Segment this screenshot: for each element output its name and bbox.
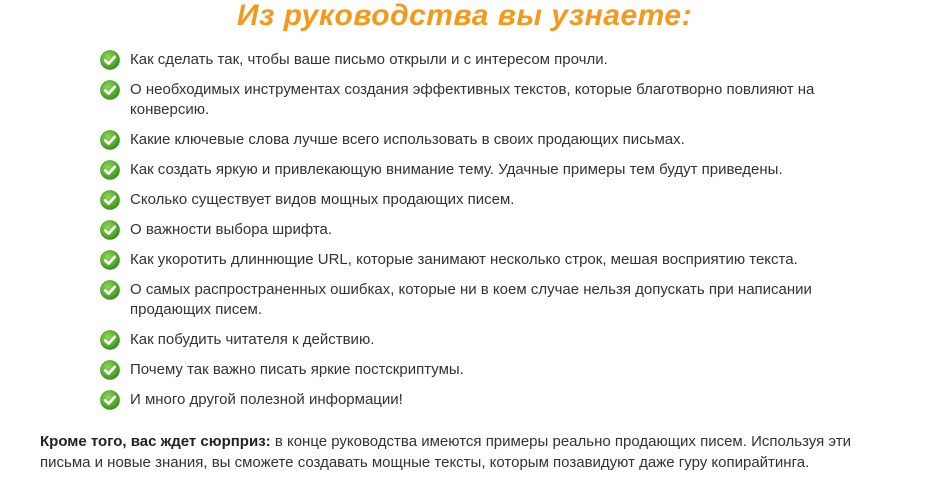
benefit-text: И много другой полезной информации! [130,391,403,408]
check-circle-icon [100,190,120,210]
benefit-item [100,330,860,350]
benefit-item [100,220,860,240]
check-circle-icon [100,360,120,380]
benefit-item [100,80,860,120]
benefit-item [100,390,860,410]
benefit-text: Как создать яркую и привлекающую внимание тему. Удачные примеры тем будут приведены. [130,161,783,178]
benefit-text: Сколько существует видов мощных продающих писем. [130,191,515,208]
benefit-item [100,160,860,180]
benefit-text: Почему так важно писать яркие постскриптумы. [130,361,464,378]
benefits-list [100,50,860,420]
surprise-paragraph [40,431,900,473]
check-circle-icon [100,330,120,350]
benefit-item [100,130,860,150]
check-circle-icon [100,80,120,100]
benefit-item [100,50,860,70]
benefit-text: О самых распространенных ошибках, которые ни в коем случае нельзя допускать при написании продающих писем. [130,281,812,318]
benefit-item [100,360,860,380]
page-title: Из руководства вы узнаете: [236,0,693,32]
check-circle-icon [100,50,120,70]
check-circle-icon [100,250,120,270]
check-circle-icon [100,390,120,410]
check-circle-icon [100,130,120,150]
check-circle-icon [100,220,120,240]
benefit-text: Как сделать так, чтобы ваше письмо открыли и с интересом прочли. [130,51,608,68]
benefit-item [100,250,860,270]
benefit-text: О важности выбора шрифта. [130,221,333,238]
benefit-item [100,280,860,320]
surprise-text: в конце руководства имеются примеры реально продающих писем. Используя эти письма и новые знания, вы сможете создавать мощные тексты, которым позавидуют даже гуру копирайтинга. [40,433,851,471]
benefit-text: О необходимых инструментах создания эффективных текстов, которые благотворно повлияют на конверсию. [130,81,815,118]
surprise-lead: Кроме того, вас ждет сюрприз: [40,433,271,450]
benefit-item [100,190,860,210]
check-circle-icon [100,160,120,180]
benefit-text: Как укоротить длиннющие URL, которые занимают несколько строк, мешая восприятию текста. [130,251,798,268]
check-circle-icon [100,280,120,300]
benefit-text: Как побудить читателя к действию. [130,331,375,348]
benefit-text: Какие ключевые слова лучше всего использовать в своих продающих письмах. [130,131,685,148]
